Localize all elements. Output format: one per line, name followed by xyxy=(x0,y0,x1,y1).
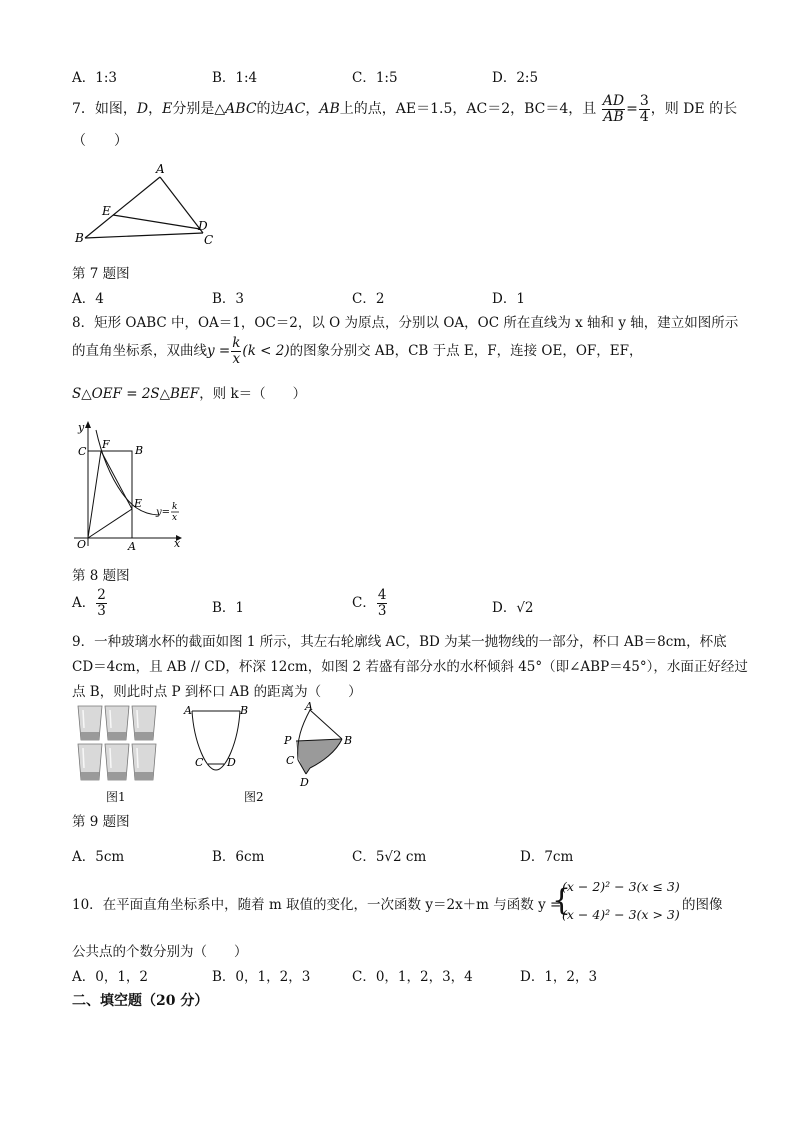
q7-point-e: E xyxy=(162,101,173,117)
q7-frac-den-ab: AB xyxy=(603,108,624,125)
q7-option-b: B．3 xyxy=(212,291,245,307)
q7-text-1: 如图， xyxy=(94,101,137,117)
q6-option-d: D．2:5 xyxy=(492,70,539,86)
q9-fig2-label-d: D xyxy=(227,756,236,769)
q7-label-a: A xyxy=(156,162,165,176)
q7-triangle-abc: ABC xyxy=(225,101,257,117)
q8-label-b: B xyxy=(135,444,144,457)
q9-cup-5-shine xyxy=(110,748,111,768)
q10-brace: { xyxy=(552,883,572,918)
q8-curve-label-k: k xyxy=(172,502,178,512)
q9-fig3-label-a: A xyxy=(305,700,313,713)
q7-point-d: D xyxy=(136,101,149,117)
q8-option-b: B．1 xyxy=(212,600,245,616)
q9-tilted-cup-figure xyxy=(272,700,362,790)
q8-line2-prefix: 的直角坐标系，双曲线 xyxy=(72,343,207,359)
q8-stem-line2 xyxy=(72,334,643,368)
q7-side-ab: AB xyxy=(319,101,340,117)
q7-figure xyxy=(70,160,230,252)
q9-fig3-label-c: C xyxy=(286,754,295,767)
q8-fraction-k-x xyxy=(231,336,241,367)
q7-comma-2: ， xyxy=(305,101,320,117)
q8-condition-k: (k < 2) xyxy=(242,343,290,359)
q9-cup-4-shine xyxy=(83,748,84,768)
q8-label-o: O xyxy=(77,538,87,550)
q8-figure xyxy=(68,418,198,550)
q8-option-d xyxy=(492,596,534,616)
q9-figure2-label: 图2 xyxy=(244,790,264,804)
q7-answer-paren: （ ） xyxy=(72,133,128,149)
q8-option-d-label: D． xyxy=(492,600,517,616)
q9-cup-3-shine xyxy=(137,710,138,728)
q7-caption: 第 7 题图 xyxy=(72,266,130,282)
q8-frac-num-k: k xyxy=(232,335,241,351)
q10-stem-line1-end: 的图像 xyxy=(682,897,723,913)
q9-fig3-label-d: D xyxy=(300,776,309,789)
q7-side-ac: AC xyxy=(284,101,306,117)
q8-label-a: A xyxy=(128,540,136,550)
q10-piece-2: (x − 4)² − 3(x > 3) xyxy=(562,907,680,922)
q7-segment-de xyxy=(113,215,200,229)
q8-label-f: F xyxy=(102,438,110,451)
q9-option-a: A．5cm xyxy=(72,849,125,865)
q8-label-x: x xyxy=(174,537,181,550)
q8-option-c-fraction xyxy=(377,588,388,619)
q10-option-a: A．0，1，2 xyxy=(72,969,149,985)
q9-stem-line3: 点 B，则此时点 P 到杯口 AB 的距离为（ ） xyxy=(72,684,362,700)
q7-fraction-ad-ab xyxy=(602,94,625,125)
q8-option-a-label: A． xyxy=(72,595,96,611)
q8-option-a-fraction xyxy=(96,588,107,619)
q10-stem-line2: 公共点的个数分别为（ ） xyxy=(72,944,248,960)
q10-option-b: B．0，1，2，3 xyxy=(212,969,311,985)
q7-option-d: D．1 xyxy=(492,291,525,307)
q7-fraction-3-4 xyxy=(639,94,650,125)
q8-area-equation: S△OEF = 2S△BEF xyxy=(72,386,200,402)
q9-fig3-label-b: B xyxy=(344,734,353,747)
q8-label-y: y xyxy=(78,421,85,434)
q9-figure1-label: 图1 xyxy=(106,790,126,804)
q8-option-c xyxy=(352,585,388,621)
q8-segment-oe xyxy=(88,509,132,538)
q7-number: 7． xyxy=(72,101,95,117)
q8-y-equals: y = xyxy=(207,343,231,359)
q7-conditions: AE＝1.5，AC＝2，BC＝4，且 xyxy=(395,101,597,117)
q7-option-c: C．2 xyxy=(352,291,385,307)
q7-comma-1: ， xyxy=(148,101,163,117)
q9-cup-6-base xyxy=(135,772,153,780)
q9-cup-section-figure xyxy=(180,702,260,782)
q8-option-c-label: C． xyxy=(352,595,376,611)
q8-option-c-den: 3 xyxy=(377,603,387,619)
q7-label-c: C xyxy=(204,233,214,247)
q10-option-d: D．1，2，3 xyxy=(520,969,598,985)
q7-frac-den-4: 4 xyxy=(639,108,649,125)
q9-stem-line1: 9．一种玻璃水杯的截面如图 1 所示，其左右轮廓线 AC，BD 为某一抛物线的一部分，杯口 AB＝8cm，杯底 xyxy=(72,634,727,650)
q8-label-e: E xyxy=(134,497,143,510)
q10-option-c: C．0，1，2，3，4 xyxy=(352,969,473,985)
q9-tilted-rim-ab xyxy=(310,710,342,739)
q8-option-a-den: 3 xyxy=(97,603,106,619)
q7-label-b: B xyxy=(75,231,84,245)
q9-cup-3-base xyxy=(135,732,153,740)
q9-cup-1-base xyxy=(81,732,99,740)
q8-option-a-num: 2 xyxy=(97,587,106,603)
q9-cup-2-base xyxy=(108,732,126,740)
q9-fig2-label-a: A xyxy=(184,704,192,717)
q7-edge-ac xyxy=(160,177,203,233)
q9-option-d: D．7cm xyxy=(520,849,574,865)
q7-frac-num-ad: AD xyxy=(602,92,625,109)
q8-label-c: C xyxy=(78,445,87,458)
q8-option-c-num: 4 xyxy=(377,587,387,603)
q7-text-end: ，则 DE 的长 xyxy=(650,101,738,117)
q9-option-b: B．6cm xyxy=(212,849,265,865)
q7-text-2: 分别是△ xyxy=(172,101,226,117)
q8-ask: ，则 k＝（ ） xyxy=(199,386,307,402)
q7-text-4: 上的点， xyxy=(339,101,396,117)
q7-equals: = xyxy=(626,101,638,117)
q9-cups-photo xyxy=(76,704,158,782)
q7-stem xyxy=(72,92,737,126)
q8-stem-line1: 8．矩形 OABC 中，OA＝1，OC＝2，以 O 为原点，分别以 OA，OC 所在直线为 x 轴和 y 轴，建立如图所示 xyxy=(72,315,739,331)
q8-curve-label: y= xyxy=(156,507,171,518)
q10-piece-1: (x − 2)² − 3(x ≤ 3) xyxy=(562,879,680,894)
q8-option-a xyxy=(72,585,108,621)
q7-label-e: E xyxy=(102,204,111,218)
q7-edge-bc xyxy=(85,233,203,238)
q8-caption: 第 8 题图 xyxy=(72,568,130,584)
q8-y-arrow xyxy=(85,421,91,428)
q8-frac-den-x: x xyxy=(232,351,241,367)
q7-edge-ba xyxy=(85,177,160,238)
q8-line2-suffix: 的图象分别交 AB，CB 于点 E，F，连接 OE，OF，EF， xyxy=(289,343,643,359)
q7-text-3: 的边 xyxy=(256,101,285,117)
q7-frac-num-3: 3 xyxy=(639,92,649,109)
q9-caption: 第 9 题图 xyxy=(72,814,130,830)
section-fill-in-title: 二、填空题（20 分） xyxy=(72,993,209,1009)
q9-cup-4-base xyxy=(81,772,99,780)
q9-cup-5-base xyxy=(108,772,126,780)
q10-stem-line1: 10．在平面直角坐标系中，随着 m 取值的变化，一次函数 y＝2x＋m 与函数 y = xyxy=(72,897,562,913)
q9-fig2-label-c: C xyxy=(195,756,204,769)
q9-fig3-label-p: P xyxy=(284,734,292,747)
q8-segment-of xyxy=(88,451,101,538)
q8-option-d-value: √2 xyxy=(516,600,534,616)
q9-fig2-label-b: B xyxy=(240,704,249,717)
q6-option-a: A．1:3 xyxy=(72,70,117,86)
q8-stem-line3 xyxy=(72,382,306,402)
q6-option-c: C．1:5 xyxy=(352,70,398,86)
q9-cup-1-shine xyxy=(83,710,84,728)
q8-segment-ef xyxy=(101,451,132,509)
q7-label-d: D xyxy=(198,219,208,233)
q9-option-c: C．5√2 cm xyxy=(352,849,427,865)
q7-option-a: A．4 xyxy=(72,291,104,307)
q9-stem-line2: CD＝4cm，且 AB // CD，杯深 12cm，如图 2 若盛有部分水的水杯倾斜 45°（即∠ABP＝45°），水面正好经过 xyxy=(72,659,748,675)
q9-cup-2-shine xyxy=(110,710,111,728)
q8-curve-label-x: x xyxy=(172,513,178,523)
q9-cup-6-shine xyxy=(137,748,138,768)
q6-option-b: B．1:4 xyxy=(212,70,258,86)
